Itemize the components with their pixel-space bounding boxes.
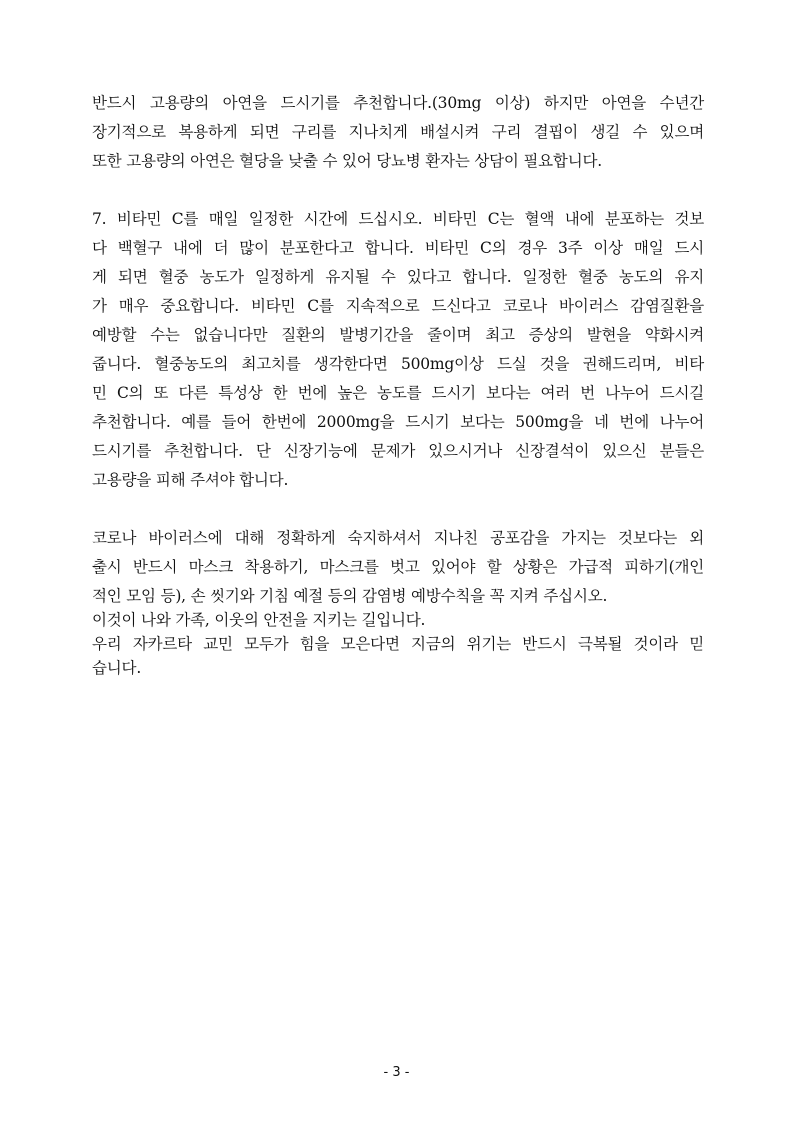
paragraph-2-line-4: 가 매우 중요합니다. 비타민 C를 지속적으로 드신다고 코로나 바이러스 감염질환을: [92, 297, 704, 315]
paragraph-3-line-2: 출시 반드시 마스크 착용하기, 마스크를 벗고 있어야 할 상황은 가급적 피하기(개인: [92, 558, 704, 576]
paragraph-2-line-2: 다 백혈구 내에 더 많이 분포한다고 합니다. 비타민 C의 경우 3주 이상 매일 드시: [92, 239, 704, 257]
paragraph-2-line-3: 게 되면 혈중 농도가 일정하게 유지될 수 있다고 합니다. 일정한 혈중 농도의 유지: [92, 268, 704, 286]
paragraph-1-line-1: 반드시 고용량의 아연을 드시기를 추천합니다.(30mg 이상) 하지만 아연을 수년간: [92, 94, 704, 112]
paragraph-2-line-6: 줍니다. 혈중농도의 최고치를 생각한다면 500mg이상 드실 것을 권해드리며, 비타: [92, 355, 704, 373]
paragraph-3-line-1: 코로나 바이러스에 대해 정확하게 숙지하셔서 지나친 공포감을 가지는 것보다는 외: [92, 529, 704, 547]
paragraph-2-line-5: 예방할 수는 없습니다만 질환의 발병기간을 줄이며 최고 증상의 발현을 약화시켜: [92, 326, 704, 344]
paragraph-1-line-3: 또한 고용량의 아연은 혈당을 낮출 수 있어 당뇨병 환자는 상담이 필요합니다.: [92, 152, 602, 170]
paragraph-2-line-7: 민 C의 또 다른 특성상 한 번에 높은 농도를 드시기 보다는 여러 번 나누어 드시길: [92, 384, 704, 402]
paragraph-1-line-2: 장기적으로 복용하게 되면 구리를 지나치게 배설시켜 구리 결핍이 생길 수 있으며: [92, 123, 704, 141]
paragraph-3-line-4: 이것이 나와 가족, 이웃의 안전을 지키는 길입니다.: [92, 611, 426, 629]
page-number: - 3 -: [383, 1065, 410, 1080]
paragraph-3-line-3: 적인 모임 등), 손 씻기와 기침 예절 등의 감염병 예방수칙을 꼭 지켜 주십시오.: [92, 587, 608, 605]
paragraph-3-line-5: 우리 자카르타 교민 모두가 힘을 모은다면 지금의 위기는 반드시 극복될 것이라 믿: [92, 635, 704, 653]
paragraph-2-line-8: 추천합니다. 예를 들어 한번에 2000mg을 드시기 보다는 500mg을 네 번에 나누어: [92, 413, 704, 431]
paragraph-2-line-10: 고용량을 피해 주셔야 합니다.: [92, 471, 289, 489]
paragraph-3-line-6: 습니다.: [92, 659, 142, 677]
paragraph-2-line-9: 드시기를 추천합니다. 단 신장기능에 문제가 있으시거나 신장결석이 있으신 분들은: [92, 442, 704, 460]
paragraph-2-line-1: 7. 비타민 C를 매일 일정한 시간에 드십시오. 비타민 C는 혈액 내에 분포하는 것보: [92, 210, 704, 228]
